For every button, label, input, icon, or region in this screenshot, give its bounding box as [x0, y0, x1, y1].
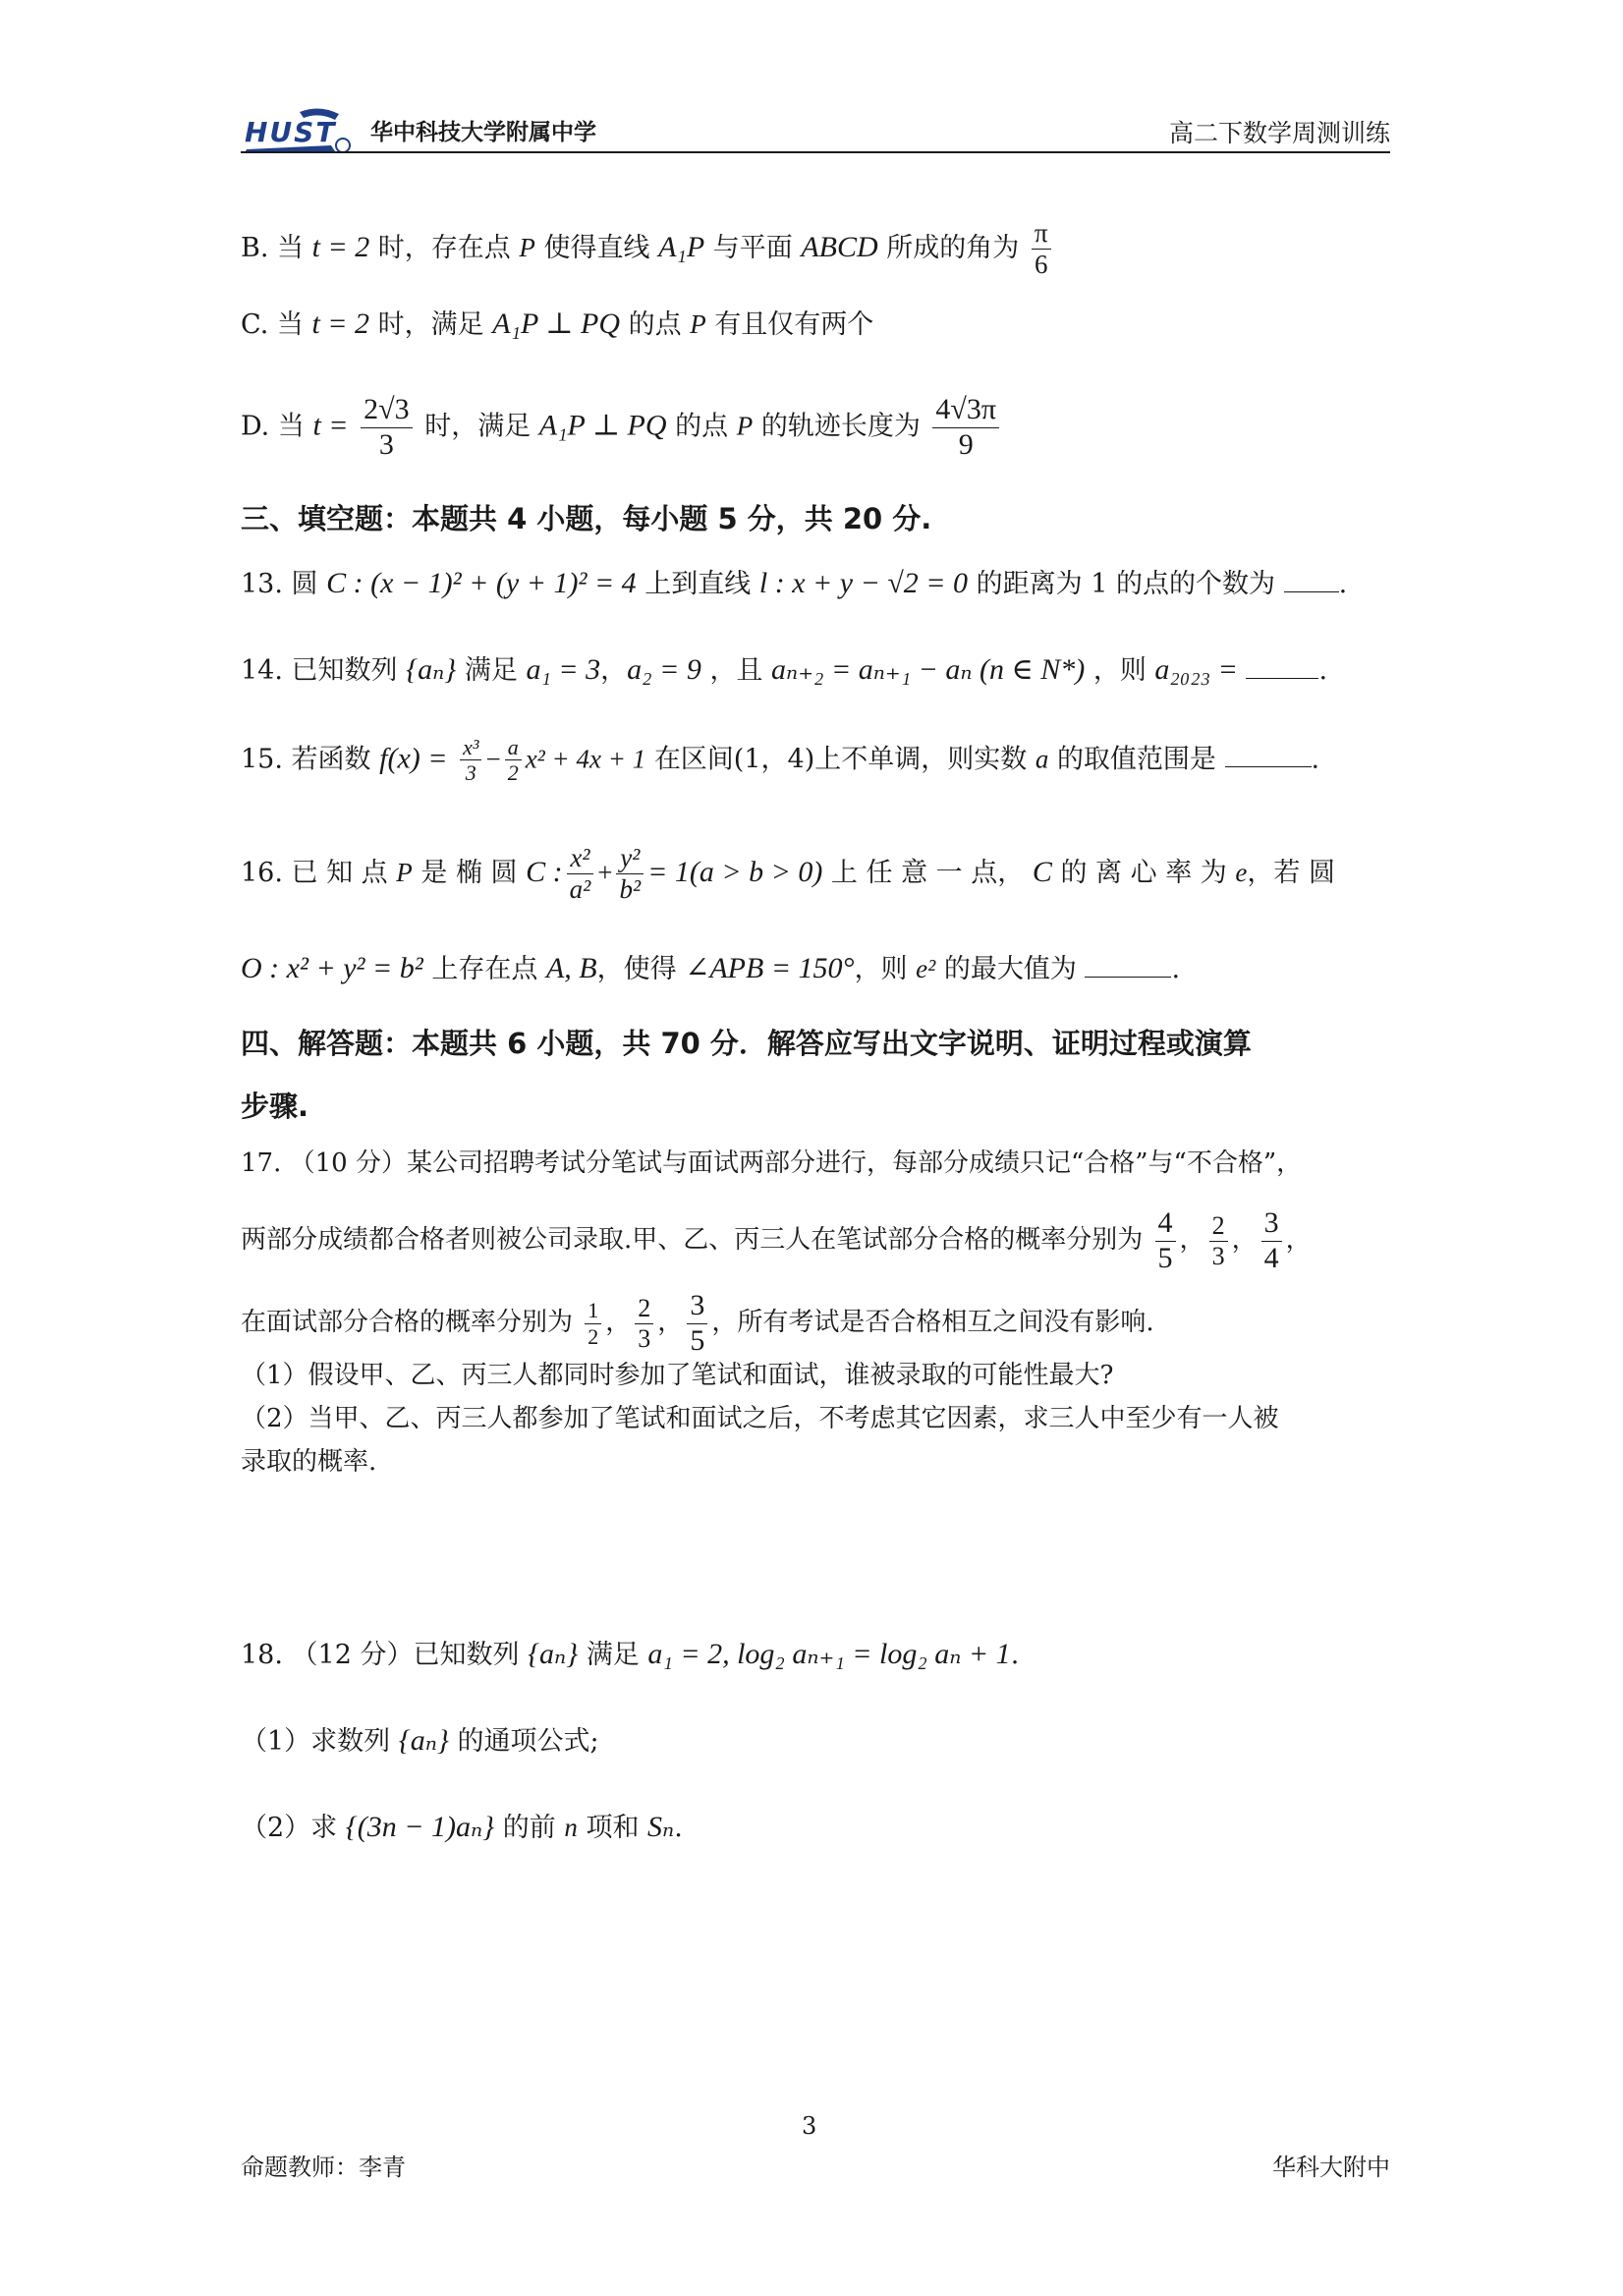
- fraction-numerator: a: [505, 735, 522, 760]
- option-d-length-fraction: [932, 393, 999, 462]
- q18-sub2-end: .: [674, 1813, 683, 1843]
- fraction-denominator: 3: [638, 1323, 651, 1353]
- q18-sub2-pre: （2）求: [241, 1813, 338, 1843]
- q16-fraction-y: [616, 843, 644, 905]
- q16-circle-equation: O : x² + y² = b²: [241, 952, 423, 984]
- q17-written-prob-1: [1155, 1206, 1176, 1275]
- q16-line2-mid3: ，则: [854, 954, 908, 984]
- option-c: [241, 305, 873, 345]
- option-c-mid2: 的点: [628, 309, 682, 340]
- option-b-mid: 时，存在点: [377, 233, 511, 264]
- fraction-numerator: y²: [616, 843, 644, 874]
- option-b-a1p: A₁P: [658, 231, 705, 264]
- q13-tail: 的距离为 1 的点的个数为: [976, 569, 1275, 599]
- q16-points: A, B: [545, 952, 597, 984]
- option-c-mid: 时，满足: [377, 309, 484, 340]
- fraction-numerator: π: [1032, 218, 1051, 250]
- q16-pre: 16. 已 知 点: [241, 858, 388, 889]
- q15-answer-blank[interactable]: [1225, 739, 1312, 767]
- question-17-line-1: 17. （10 分）某公司招聘考试分笔试与面试两部分进行，每部分成绩只记“合格”与“不合格”，: [241, 1148, 1303, 1178]
- option-b: [241, 218, 1055, 280]
- q16-tail: ，若 圆: [1247, 858, 1335, 889]
- fraction-denominator: 3: [1211, 1241, 1225, 1270]
- q18-sub2-sum: Sₙ: [647, 1811, 675, 1843]
- q17-written-prob-3: [1261, 1206, 1282, 1275]
- fraction-denominator: 5: [1157, 1241, 1173, 1274]
- q16-equation-tail: = 1(a > b > 0): [647, 856, 823, 889]
- question-15: [241, 735, 1319, 786]
- fraction-denominator: 3: [378, 427, 394, 461]
- q18-end: .: [1010, 1640, 1020, 1670]
- q14-end: .: [1318, 655, 1328, 686]
- question-17-line-3: 在面试部分合格的概率分别为 $\frac{1}{2}$ ， $\frac{2}{3}$ ， $\frac{3}{5}$ ，所有考试是否合格相互之间没有影响.: [241, 1289, 1154, 1357]
- q16-line2-tail: 的最大值为: [943, 954, 1077, 984]
- q17-line3-text: 在面试部分合格的概率分别为: [241, 1308, 574, 1337]
- footer-school: 华科大附中: [1272, 2154, 1390, 2181]
- q17-interview-prob-3: [687, 1289, 707, 1358]
- option-c-p: P: [690, 309, 706, 339]
- q17-interview-prob-1: [585, 1298, 601, 1349]
- q16-line2-mid2: ，使得: [596, 954, 677, 984]
- q14-target: a₂₀₂₃ =: [1154, 653, 1238, 686]
- q18-sub2-sequence: {(3n − 1)aₙ}: [345, 1811, 495, 1843]
- section-4-title-line-2: 步骤.: [241, 1090, 309, 1123]
- q15-function-lhs: f(x) =: [379, 742, 448, 775]
- question-13: [241, 564, 1347, 604]
- q15-fraction-1: [460, 735, 481, 786]
- fraction-numerator: 4: [1155, 1206, 1176, 1242]
- fraction-numerator: 3: [687, 1289, 707, 1324]
- question-18: [241, 1635, 1019, 1675]
- fraction-denominator: 2: [588, 1323, 599, 1349]
- q18-pre: 18. （12 分）已知数列: [241, 1640, 520, 1670]
- q18-mid: 满足: [586, 1640, 640, 1670]
- question-17-sub-1: （1）假设甲、乙、丙三人都同时参加了笔试和面试，谁被录取的可能性最大?: [241, 1361, 1114, 1390]
- q13-circle-equation: C : (x − 1)² + (y + 1)² = 4: [326, 567, 637, 599]
- option-b-angle-fraction: [1032, 218, 1051, 280]
- q15-a: a: [1035, 744, 1049, 774]
- q18-sub2-mid2: 项和: [586, 1813, 640, 1843]
- q18-sub1-pre: （1）求数列: [241, 1726, 391, 1757]
- question-16: [241, 843, 1335, 905]
- q16-mid: 是 椭 圆: [420, 858, 518, 889]
- question-18-sub-2: [241, 1808, 683, 1848]
- fraction-denominator: 9: [958, 427, 974, 461]
- q16-end: .: [1171, 954, 1181, 984]
- q16-line2-mid: 上存在点: [431, 954, 538, 984]
- option-c-tail: 有且仅有两个: [714, 309, 874, 340]
- option-d-mid: 时，满足: [424, 411, 532, 442]
- q18-sub1-sequence: {aₙ}: [398, 1724, 449, 1757]
- q16-p: P: [396, 858, 413, 888]
- fraction-numerator: 2√3: [361, 393, 412, 428]
- q16-c: C: [1032, 856, 1052, 889]
- option-d: [241, 393, 1003, 462]
- q14-recurrence: aₙ₊₂ = aₙ₊₁ − aₙ (n ∈ N*): [771, 653, 1086, 686]
- option-b-mid4: 所成的角为: [886, 233, 1020, 264]
- q16-mid3: 的 离 心 率 为: [1060, 858, 1227, 889]
- q13-end: .: [1338, 569, 1348, 599]
- q16-plus: +: [597, 858, 613, 888]
- header-rule: [241, 151, 1390, 153]
- q15-tail: 的取值范围是: [1056, 744, 1216, 775]
- q15-fraction-2: [505, 735, 522, 786]
- q15-mid: 在区间(1，4)上不单调，则实数: [653, 744, 1028, 775]
- doc-title: 高二下数学周测训练: [1168, 119, 1390, 147]
- option-d-mid2: 的点: [675, 411, 729, 442]
- fraction-numerator: 1: [585, 1298, 601, 1323]
- q18-sub2-mid: 的前: [502, 1813, 556, 1843]
- header: [241, 98, 1390, 157]
- question-17-line-2: 两部分成绩都合格者则被公司录取.甲、乙、丙三人在笔试部分合格的概率分别为 $\frac{4}{5}$ ， $\frac{2}{3}$ ， $\frac{3}{4}$ ，: [241, 1206, 1312, 1274]
- question-16-line-2: [241, 949, 1180, 989]
- question-18-sub-1: [241, 1721, 599, 1762]
- option-d-t-fraction: [361, 393, 412, 462]
- footer-author: 命题教师：李青: [241, 2154, 406, 2181]
- q14-sequence: {aₙ}: [406, 653, 457, 686]
- q15-minus: −: [485, 744, 501, 774]
- q14-pre: 14. 已知数列: [241, 655, 398, 686]
- option-d-p: P: [736, 411, 754, 441]
- page-number: 3: [802, 2112, 817, 2140]
- q15-end: .: [1311, 744, 1320, 775]
- q14-answer-blank[interactable]: [1246, 650, 1318, 679]
- fraction-denominator: 6: [1034, 250, 1048, 280]
- q16-e-squared: e²: [916, 954, 936, 983]
- section-3-title: 三、填空题：本题共 4 小题，每小题 5 分，共 20 分.: [241, 502, 932, 535]
- question-17-sub-2-line-2: 录取的概率.: [241, 1447, 377, 1477]
- q16-mid2: 上 任 意 一 点，: [830, 858, 1025, 889]
- fraction-denominator: a²: [569, 874, 591, 905]
- q17-line2-text: 两部分成绩都合格者则被公司录取.甲、乙、丙三人在笔试部分合格的概率分别为: [241, 1225, 1144, 1255]
- fraction-denominator: 5: [690, 1323, 705, 1357]
- q15-function-rest: x² + 4x + 1: [525, 744, 646, 774]
- option-b-mid2: 使得直线: [543, 233, 650, 264]
- q17-line3-tail: ，所有考试是否合格相互之间没有影响.: [711, 1308, 1154, 1337]
- q18-sub1-tail: 的通项公式;: [457, 1726, 599, 1757]
- option-c-relation: A₁P ⊥ PQ: [492, 308, 620, 340]
- option-d-mid3: 的轨迹长度为: [760, 411, 921, 442]
- option-d-pre: D. 当: [241, 411, 305, 442]
- q17-interview-prob-2: [635, 1294, 653, 1354]
- q13-pre: 13. 圆: [241, 569, 318, 599]
- fraction-numerator: 2: [1209, 1211, 1228, 1242]
- q17-written-prob-2: [1209, 1211, 1228, 1271]
- option-b-t: t = 2: [311, 231, 370, 264]
- q14-mid3: ，则: [1092, 655, 1147, 686]
- q16-fraction-x: [567, 843, 594, 905]
- fraction-numerator: 3: [1261, 1206, 1282, 1242]
- option-b-pre: B. 当: [241, 233, 305, 264]
- fraction-denominator: 2: [507, 760, 519, 786]
- q15-pre: 15. 若函数: [241, 744, 371, 775]
- q13-answer-blank[interactable]: [1284, 564, 1339, 592]
- q16-angle: ∠APB = 150°: [685, 952, 855, 984]
- option-d-relation: A₁P ⊥ PQ: [538, 409, 667, 442]
- option-b-plane: ABCD: [801, 231, 878, 264]
- option-c-t: t = 2: [311, 308, 370, 340]
- q16-answer-blank[interactable]: [1085, 949, 1171, 978]
- q14-mid: 满足: [464, 655, 518, 686]
- q14-mid2: ，且: [709, 655, 763, 686]
- option-c-pre: C. 当: [241, 309, 304, 340]
- q14-comma: ，: [600, 655, 628, 686]
- fraction-numerator: 2: [635, 1294, 653, 1324]
- option-b-mid3: 与平面: [712, 233, 793, 264]
- fraction-denominator: 4: [1263, 1241, 1279, 1274]
- option-d-t: t =: [312, 409, 349, 442]
- q18-sub2-n: n: [564, 1813, 578, 1842]
- fraction-numerator: x³: [460, 735, 481, 760]
- option-b-p: P: [519, 233, 535, 263]
- q13-mid: 上到直线: [644, 569, 752, 599]
- school-name: 华中科技大学附属中学: [370, 120, 596, 145]
- q18-condition: a₁ = 2, log₂ aₙ₊₁ = log₂ aₙ + 1: [647, 1638, 1011, 1670]
- section-4-title-line-1: 四、解答题：本题共 6 小题，共 70 分．解答应写出文字说明、证明过程或演算: [241, 1027, 1252, 1060]
- q16-ellipse-name: C :: [526, 856, 563, 889]
- q16-e: e: [1235, 858, 1248, 888]
- q18-sequence: {aₙ}: [528, 1638, 579, 1670]
- q14-a2: a₂ = 9: [627, 653, 701, 686]
- q14-a1: a₁ = 3: [526, 653, 601, 686]
- fraction-numerator: x²: [567, 843, 594, 874]
- question-14: [241, 650, 1327, 691]
- school-logo: [241, 106, 357, 155]
- question-17-sub-2-line-1: （2）当甲、乙、丙三人都参加了笔试和面试之后，不考虑其它因素，求三人中至少有一人被: [241, 1404, 1279, 1433]
- fraction-numerator: 4√3π: [932, 393, 999, 428]
- fraction-denominator: b²: [619, 874, 642, 905]
- q13-line-equation: l : x + y − √2 = 0: [758, 567, 969, 599]
- fraction-denominator: 3: [465, 760, 476, 786]
- logo-text: HUST: [245, 116, 337, 148]
